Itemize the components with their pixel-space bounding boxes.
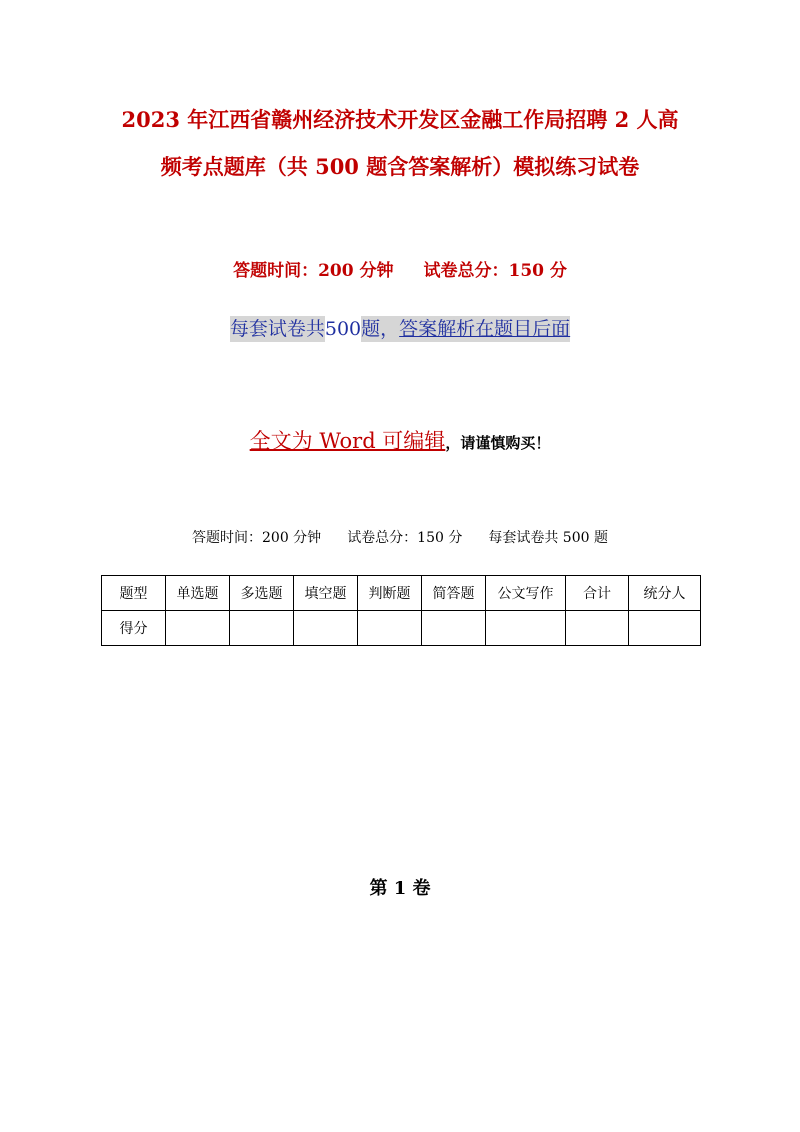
exam-score: 试卷总分：150 分 [423, 261, 567, 281]
notice-part-3: 答案解析在题目后面 [399, 318, 571, 340]
score-cell [629, 611, 701, 646]
score-cell [486, 611, 566, 646]
notice-count: 500 [324, 318, 362, 340]
score-cell [358, 611, 422, 646]
header-cell: 公文写作 [486, 576, 566, 611]
summary-score: 试卷总分：150 分 [347, 530, 463, 546]
header-cell: 填空题 [294, 576, 358, 611]
title-line-1: 2023 年江西省赣州经济技术开发区金融工作局招聘 2 人高 [121, 107, 679, 132]
header-cell: 题型 [102, 576, 166, 611]
header-cell: 简答题 [422, 576, 486, 611]
row-label-cell: 得分 [102, 611, 166, 646]
exam-info [0, 256, 800, 281]
question-notice [0, 314, 800, 341]
score-cell [566, 611, 629, 646]
score-table-header-row [102, 576, 701, 611]
notice-part-1: 每套试卷共 [229, 318, 325, 340]
score-cell [422, 611, 486, 646]
editable-notice [0, 425, 800, 455]
volume-label: 第 1 卷 [369, 878, 431, 899]
document-title [100, 96, 700, 190]
score-cell [230, 611, 294, 646]
editable-red-text: 全文为 Word 可编辑 [249, 429, 446, 453]
header-cell: 判断题 [358, 576, 422, 611]
title-line-2: 频考点题库（共 500 题含答案解析）模拟练习试卷 [160, 154, 640, 179]
header-cell: 多选题 [230, 576, 294, 611]
header-cell: 合计 [566, 576, 629, 611]
exam-time: 答题时间：200 分钟 [233, 261, 394, 281]
exam-summary [0, 527, 800, 547]
summary-total: 每套试卷共 500 题 [488, 530, 608, 546]
header-cell: 统分人 [629, 576, 701, 611]
editable-black-text: ，请谨慎购买！ [445, 434, 551, 452]
score-table [101, 575, 701, 646]
score-cell [166, 611, 230, 646]
header-cell: 单选题 [166, 576, 230, 611]
notice-part-2: 题， [361, 318, 400, 340]
score-table-score-row [102, 611, 701, 646]
summary-time: 答题时间：200 分钟 [192, 530, 322, 546]
score-cell [294, 611, 358, 646]
